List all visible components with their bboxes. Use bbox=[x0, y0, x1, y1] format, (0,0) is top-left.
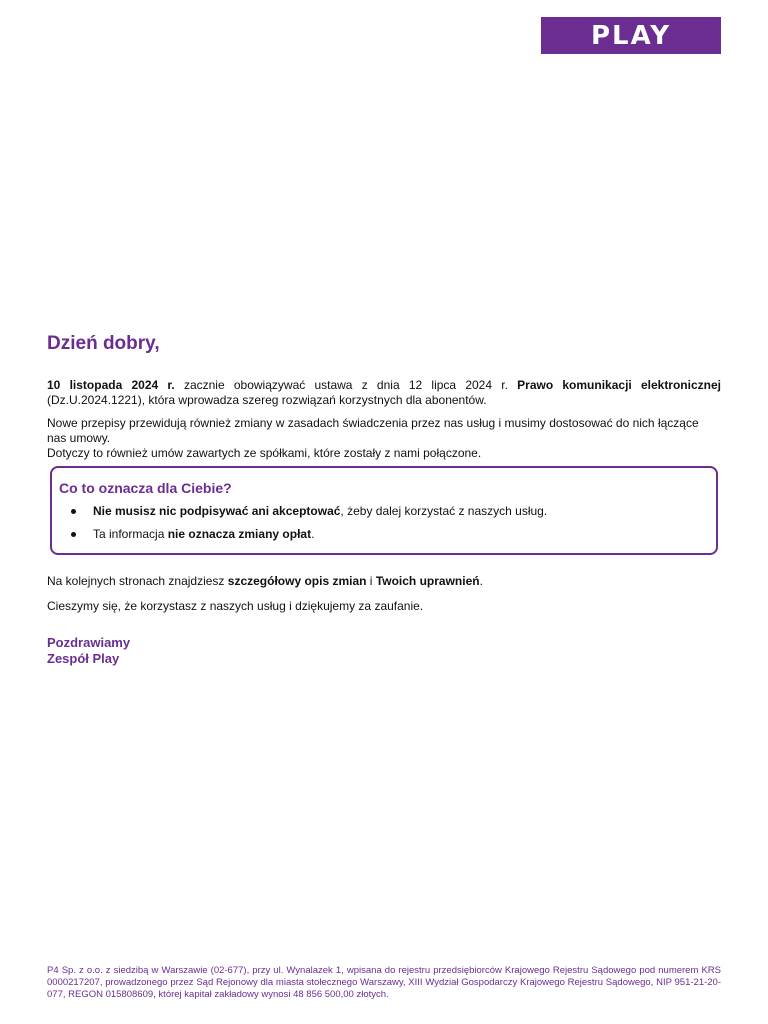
logo-text: PLAY bbox=[590, 20, 672, 51]
details-paragraph bbox=[47, 574, 721, 589]
details-bold-1: szczegółowy opis zmian bbox=[227, 574, 367, 588]
changes-paragraph bbox=[47, 416, 721, 461]
bullet-2-bold: nie oznacza zmiany opłat bbox=[167, 527, 312, 541]
bullet-2-pre: Ta informacja bbox=[93, 527, 168, 541]
bullet-2-post: . bbox=[311, 527, 315, 541]
thanks-paragraph: Cieszymy się, że korzystasz z naszych usług i dziękujemy za zaufanie. bbox=[47, 599, 424, 613]
signature-line-2: Zespół Play bbox=[47, 651, 120, 666]
details-post: . bbox=[479, 574, 483, 588]
details-bold-2: Twoich uprawnień bbox=[375, 574, 480, 588]
bullet-1-bold: Nie musisz nic podpisywać ani akceptować bbox=[93, 504, 341, 518]
law-name: Prawo komunikacji elektronicznej bbox=[517, 378, 721, 392]
intro-text-2: (Dz.U.2024.1221), która wprowadza szereg rozwiązań korzystnych dla abonentów. bbox=[47, 393, 487, 407]
changes-line-1: Nowe przepisy przewidują również zmiany w zasadach świadczenia przez nas usług i musimy dostosować do nich łączące nas umowy. bbox=[47, 416, 699, 445]
greeting-heading: Dzień dobry, bbox=[47, 333, 160, 354]
bullet-1-text: , żeby dalej korzystać z naszych usług. bbox=[340, 504, 548, 518]
signature-line-1: Pozdrawiamy bbox=[47, 635, 131, 650]
info-box-list bbox=[52, 504, 547, 550]
list-item bbox=[52, 527, 547, 550]
info-box bbox=[50, 466, 718, 555]
play-logo bbox=[541, 17, 721, 54]
details-pre: Na kolejnych stronach znajdziesz bbox=[47, 574, 228, 588]
intro-paragraph bbox=[47, 378, 721, 408]
effective-date: 10 listopada 2024 r. bbox=[47, 378, 175, 392]
info-box-title: Co to oznacza dla Ciebie? bbox=[59, 480, 232, 496]
intro-text-1: zacznie obowiązywać ustawa z dnia 12 lipca 2024 r. bbox=[174, 378, 518, 392]
company-footer: P4 Sp. z o.o. z siedzibą w Warszawie (02-677), przy ul. Wynalazek 1, wpisana do rejestru przedsiębiorców Krajowego Rejestru Sądowego pod numerem KRS 0000217207, prowadzonego przez Sąd Rejonowy dla miasta stołecznego Warszawy, XIII Wydział Gospodarczy Krajowego Rejestru Sądowego, NIP 951-21-20-077, REGON 015808609, której kapitał zakładowy wynosi 48 856 500,00 złotych. bbox=[47, 965, 721, 1000]
signature bbox=[47, 635, 130, 667]
changes-line-2: Dotyczy to również umów zawartych ze spółkami, które zostały z nami połączone. bbox=[47, 446, 482, 460]
details-mid: i bbox=[366, 574, 376, 588]
list-item bbox=[52, 504, 547, 527]
